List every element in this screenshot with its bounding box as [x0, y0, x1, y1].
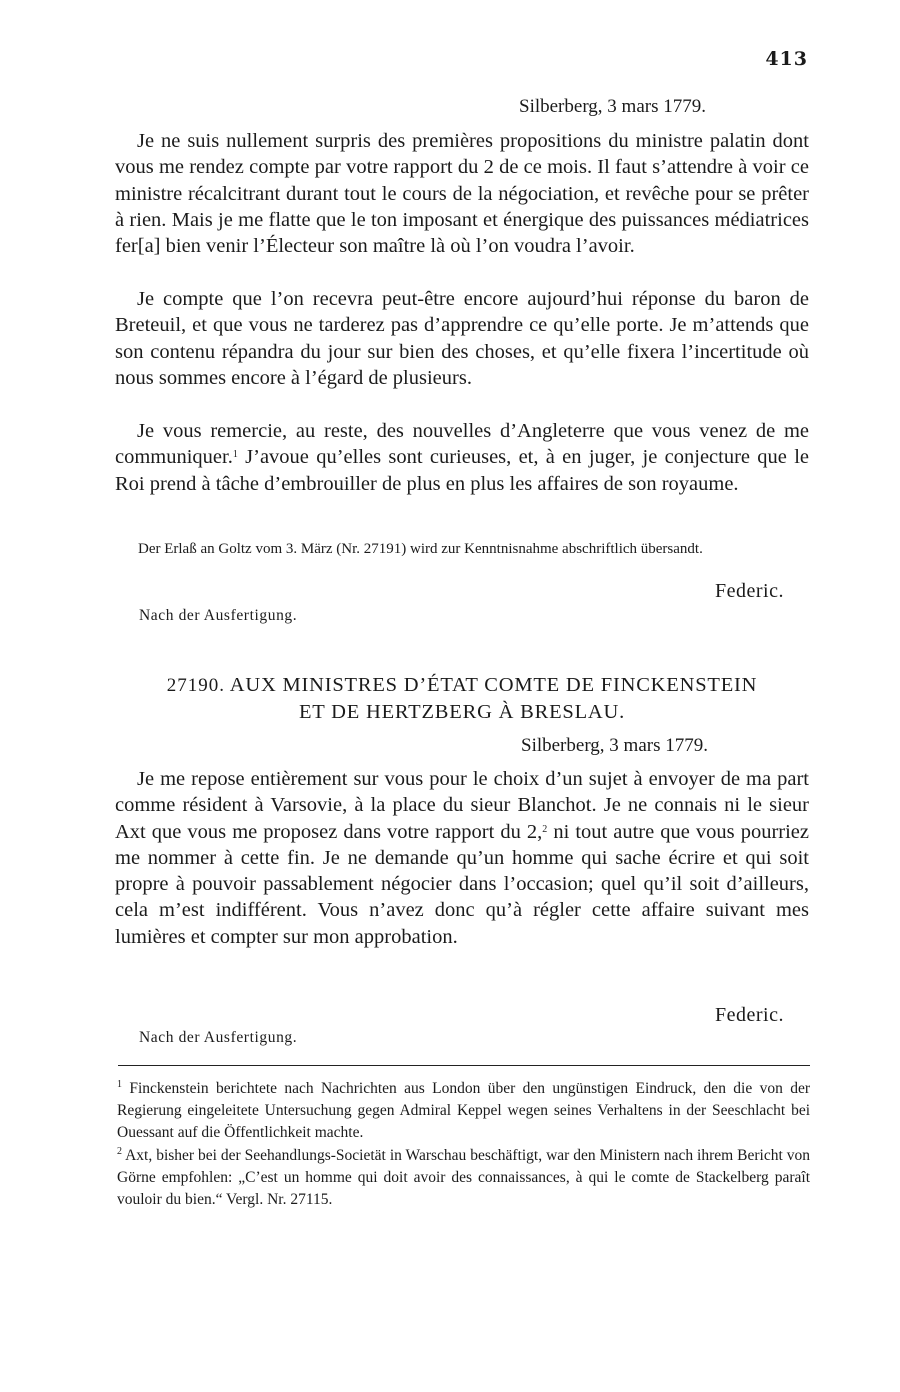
- footnote-ref-1: 1: [232, 449, 238, 461]
- footnote-2-text: Axt, bisher bei der Seehandlungs-Societät in Warschau beschäftigt, war den Ministern nach ihrem Bericht von Görne empfohlen: „C’est un homme qui doit avoir des connaissances, à qui le comte de Stackelberg paraît vouloir du bien.“ Vergl. Nr. 27115.: [117, 1146, 810, 1209]
- footnote-2-marker: 2: [117, 1145, 122, 1157]
- letter2-signature: Federic.: [715, 1004, 784, 1026]
- letter2-source: Nach der Ausfertigung.: [139, 1029, 298, 1046]
- letter2-number: 27190.: [166, 675, 225, 696]
- footnote-ref-2: 2: [542, 823, 548, 835]
- footnote-2: [117, 1145, 810, 1212]
- footnotes: [117, 1078, 810, 1211]
- letter1-paragraph-3-text-a: Je vous remercie, au reste, des nouvelles d’Angleterre que vous venez de me communiquer.: [115, 420, 809, 469]
- letter1-paragraph-3-text-b: J’avoue qu’elles sont curieuses, et, à en juger, je conjecture que le Roi prend à tâche d’embrouiller de plus en plus les affaires de son royaume.: [115, 446, 809, 495]
- letter1-editorial-note: Der Erlaß an Goltz vom 3. März (Nr. 27191) wird zur Kenntnisnahme abschriftlich übersandt.: [138, 541, 703, 557]
- letter2-place-date: Silberberg, 3 mars 1779.: [521, 735, 708, 756]
- footnote-1-text: Finckenstein berichtete nach Nachrichten aus London über den ungünstigen Eindruck, den die von der Regierung eingeleitete Untersuchung gegen Admiral Keppel wegen seines Verhaltens in der Seeschlacht bei Ouessant auf die Öffentlichkeit machte.: [117, 1080, 811, 1142]
- footnote-divider: [118, 1065, 810, 1066]
- letter2-addressee: AUX MINISTRES D’ÉTAT COMTE DE FINCKENSTEIN: [229, 674, 758, 696]
- page-number: 413: [765, 48, 808, 70]
- footnote-1-marker: 1: [117, 1079, 122, 1090]
- letter2-heading: [115, 672, 809, 726]
- letter1-source: Nach der Ausfertigung.: [139, 607, 298, 624]
- letter1-paragraph-2: Je compte que l’on recevra peut-être encore aujourd’hui réponse du baron de Breteuil, et que vous ne tarderez pas d’apprendre ce qu’elle porte. Je m’attends que son contenu répandra du jour sur bien des choses, et qu’elle fixera l’incertitude où nous sommes encore à l’égard de plusieurs.: [115, 288, 809, 389]
- letter2-paragraph: [115, 766, 809, 950]
- letter2-text-b: ni tout autre que vous pourriez me nommer à cette fin. Je ne demande qu’un homme qui sache écrire et qui soit propre à pouvoir passablement négocier dans l’occasion; quel qu’il soit d’ailleurs, cela m’est indifférent. Vous n’avez donc qu’à régler cette affaire suivant mes lumières et compter sur mon approbation.: [115, 820, 809, 948]
- letter1-paragraph-3: [115, 418, 809, 497]
- letter2-heading-line-2: ET DE HERTZBERG À BRESLAU.: [298, 701, 626, 723]
- footnote-1: [117, 1078, 810, 1145]
- letter1-signature: Federic.: [715, 580, 784, 602]
- letter2-text-a: Je me repose entièrement sur vous pour le choix d’un sujet à envoyer de ma part comme résident à Varsovie, à la place du sieur Blanchot. Je ne connais ni le sieur Axt que vous me proposez dans votre rapport du 2,: [115, 768, 809, 843]
- letter1-paragraph-1: Je ne suis nullement surpris des premières propositions du ministre palatin dont vous me rendez compte par votre rapport du 2 de ce mois. Il faut s’attendre à voir ce ministre récalcitrant durant tout le cours de la négociation, et revêche pour se prêter à rien. Mais je me flatte que le ton imposant et énergique des puissances médiatrices fer[a] bien venir l’Électeur son maître là où l’on voudra l’avoir.: [115, 130, 809, 258]
- letter2-heading-line-1: [115, 672, 809, 699]
- letter1-place-date: Silberberg, 3 mars 1779.: [519, 96, 706, 117]
